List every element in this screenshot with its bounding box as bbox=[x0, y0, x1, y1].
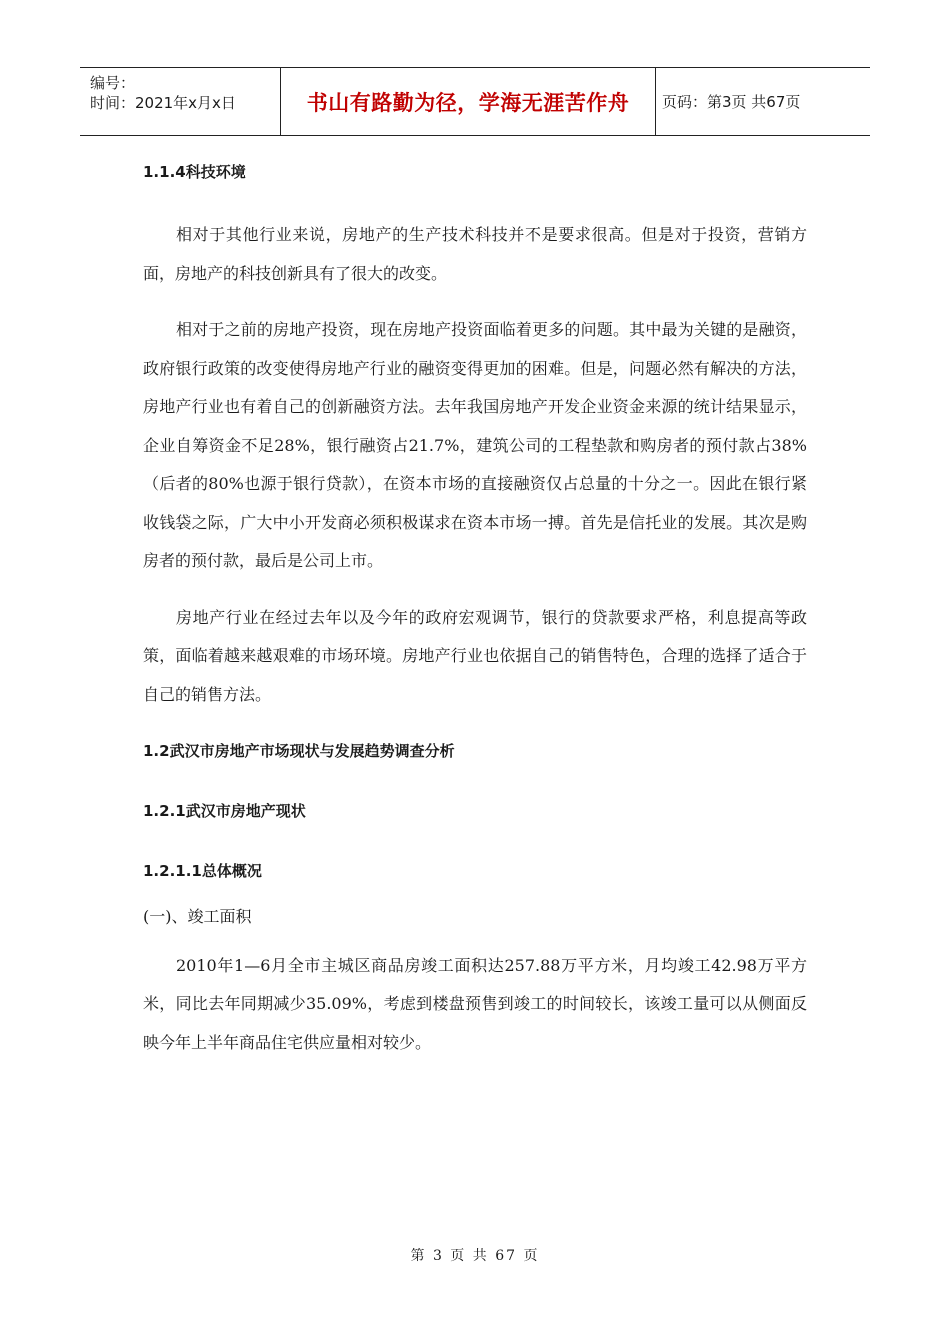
paragraph: 2010年1—6月全市主城区商品房竣工面积达257.88万平方米，月均竣工42.98万平方米，同比去年同期减少35.09%，考虑到楼盘预售到竣工的时间较长，该竣工量可以从侧面反映今年上半年商品住宅供应量相对较少。 bbox=[143, 955, 807, 1052]
header-page-info: 页码：第3页 共67页 bbox=[662, 93, 801, 111]
paragraph: 房地产行业在经过去年以及今年的政府宏观调节，银行的贷款要求严格，利息提高等政策，面临着越来越艰难的市场环境。房地产行业也依据自己的销售特色，合理的选择了适合于自己的销售方法。 bbox=[143, 607, 807, 704]
header-meta bbox=[80, 68, 280, 135]
page-footer: 第 3 页 共 67 页 bbox=[410, 1248, 540, 1264]
paragraph: 相对于其他行业来说，房地产的生产技术科技并不是要求很高。但是对于投资，营销方面，房地产的科技创新具有了很大的改变。 bbox=[143, 225, 807, 283]
paragraph: 相对于之前的房地产投资，现在房地产投资面临着更多的问题。其中最为关键的是融资，政府银行政策的改变使得房地产行业的融资变得更加的困难。但是，问题必然有解决的方法，房地产行业也有着自己的创新融资方法。去年我国房地产开发企业资金来源的统计结果显示，企业自筹资金不足28%，银行融资占21.7%，建筑公司的工程垫款和购房者的预付款占38%（后者的80%也源于银行贷款），在资本市场的直接融资仅占总量的十分之一。因此在银行紧收钱袋之际，广大中小开发商必须积极谋求在资本市场一搏。首先是信托业的发展。其次是购房者的预付款，最后是公司上市。 bbox=[143, 320, 807, 570]
section-heading-1-1-4: 1.1.4科技环境 bbox=[143, 163, 246, 181]
section-heading-1-2-1: 1.2.1武汉市房地产现状 bbox=[143, 802, 306, 820]
header-motto: 书山有路勤为径，学海无涯苦作舟 bbox=[280, 68, 656, 135]
document-date: 时间：2021年x月x日 bbox=[90, 94, 236, 112]
section-heading-1-2: 1.2武汉市房地产市场现状与发展趋势调查分析 bbox=[143, 742, 455, 760]
document-body bbox=[143, 158, 807, 1062]
item-heading: (一)、竣工面积 bbox=[143, 907, 252, 926]
page-header bbox=[80, 67, 870, 136]
section-heading-1-2-1-1: 1.2.1.1总体概况 bbox=[143, 862, 262, 880]
document-number-label: 编号： bbox=[90, 74, 136, 92]
